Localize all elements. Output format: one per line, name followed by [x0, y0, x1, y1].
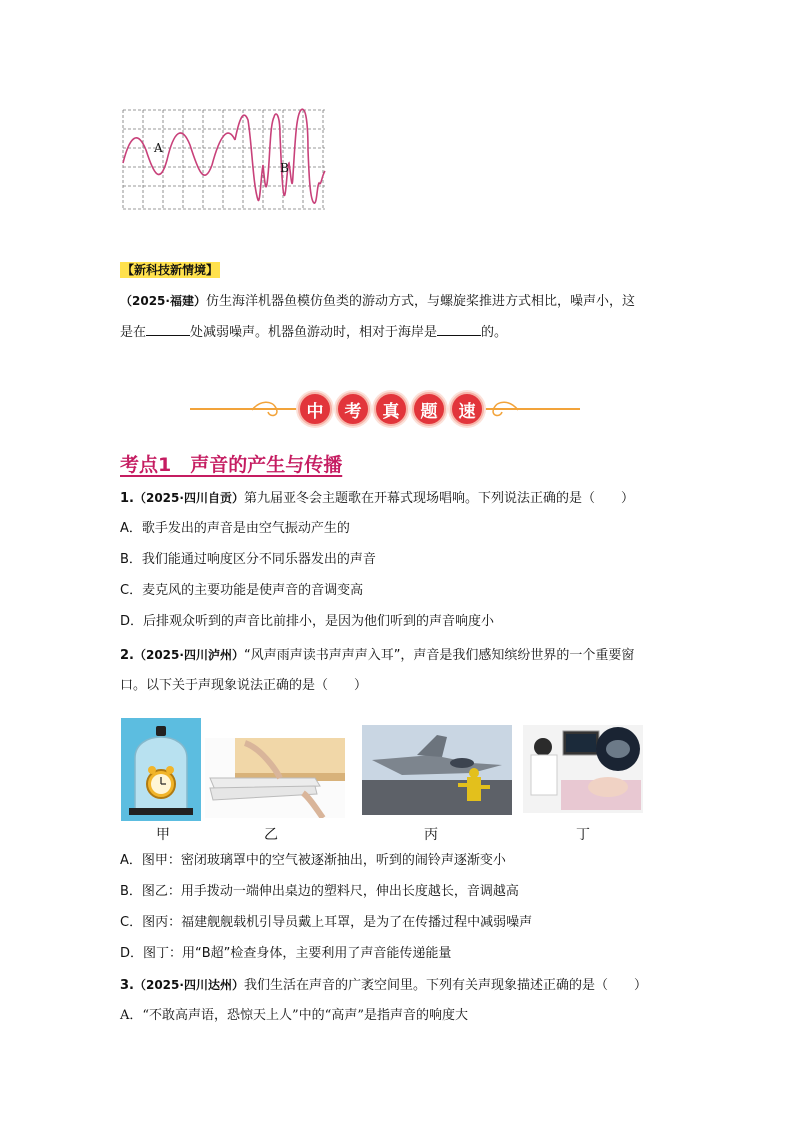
caption-ding: 丁: [576, 827, 590, 843]
bell-jar-image: [121, 718, 201, 821]
q1-option-a: A．歌手发出的声音是由空气振动产生的: [120, 521, 350, 536]
question-text: 是在: [120, 325, 147, 340]
wave-label-b: B: [280, 161, 289, 175]
intro-question-line1: [120, 292, 635, 311]
caption-yi: 乙: [264, 827, 278, 843]
q2-option-d: D．图丁：用“B超”检查身体，主要利用了声音能传递能量: [120, 946, 452, 961]
question-source: （2025·四川自贡）: [133, 491, 244, 505]
q2-option-a: A．图甲：密闭玻璃罩中的空气被逐渐抽出，听到的闹铃声逐渐变小: [120, 853, 506, 868]
jet-guide-image: [362, 725, 512, 815]
caption-bing: 丙: [424, 827, 438, 843]
section-heading: 考点1 声音的产生与传播: [120, 454, 343, 476]
wave-label-a: A: [154, 141, 163, 155]
question-text: 我们生活在声音的广袤空间里。下列有关声现象描述正确的是（ ）: [243, 978, 647, 993]
question-text: 处减弱噪声。机器鱼游动时，相对于海岸是: [190, 325, 438, 340]
banner-circles: [298, 392, 484, 426]
waveform-graph: [120, 105, 330, 215]
q2-stem-line1: [120, 646, 634, 665]
tag-label: 【新科技新情境】: [122, 263, 219, 277]
exam-banner: [190, 390, 580, 430]
banner-char: 题: [412, 392, 446, 426]
q2-option-c: C．图丙：福建舰舰载机引导员戴上耳罩，是为了在传播过程中减弱噪声: [120, 915, 533, 930]
question-source: （2025·四川达州）: [133, 978, 244, 992]
banner-char: 中: [298, 392, 332, 426]
caption-jia: 甲: [156, 827, 170, 843]
q2-stem-line2: 口。以下关于声现象说法正确的是（ ）: [120, 678, 368, 693]
ultrasound-image: [523, 725, 643, 813]
question-text: 的。: [481, 325, 508, 340]
question-text: “风声雨声读书声声声入耳”，声音是我们感知缤纷世界的一个重要窗: [243, 648, 635, 663]
question-source: （2025·福建）: [120, 294, 206, 308]
question-number: 1.: [120, 491, 134, 506]
banner-swirl-left-icon: [250, 398, 290, 420]
q2-option-b: B．图乙：用手拨动一端伸出桌边的塑料尺，伸出长度越长，音调越高: [120, 884, 519, 899]
question-text: 第九届亚冬会主题歌在开幕式现场唱响。下列说法正确的是（ ）: [243, 491, 634, 506]
question-number: 2.: [120, 648, 134, 663]
question-source: （2025·四川泸州）: [133, 648, 244, 662]
q3-stem: [120, 976, 647, 995]
intro-question-line2: [120, 323, 507, 342]
answer-blank: [146, 323, 190, 336]
banner-swirl-right-icon: [480, 398, 520, 420]
q1-option-d: D．后排观众听到的声音比前排小，是因为他们听到的声音响度小: [120, 614, 495, 629]
ruler-table-image: [205, 738, 345, 818]
q1-option-b: B．我们能通过响度区分不同乐器发出的声音: [120, 552, 376, 567]
banner-char: 速: [450, 392, 484, 426]
q1-option-c: C．麦克风的主要功能是使声音的音调变高: [120, 583, 364, 598]
wave-a: [123, 133, 235, 175]
new-tech-tag: [120, 259, 220, 278]
banner-char: 考: [336, 392, 370, 426]
answer-blank: [437, 323, 481, 336]
q3-option-a: A．“不敢高声语，恐惊天上人”中的“高声”是指声音的响度大: [120, 1008, 468, 1023]
question-number: 3.: [120, 978, 134, 993]
banner-char: 真: [374, 392, 408, 426]
q1-stem: [120, 489, 634, 508]
waveform-figure: [120, 105, 330, 215]
question-text: 仿生海洋机器鱼模仿鱼类的游动方式，与螺旋桨推进方式相比，噪声小，这: [205, 294, 635, 309]
wave-b: [235, 109, 325, 203]
